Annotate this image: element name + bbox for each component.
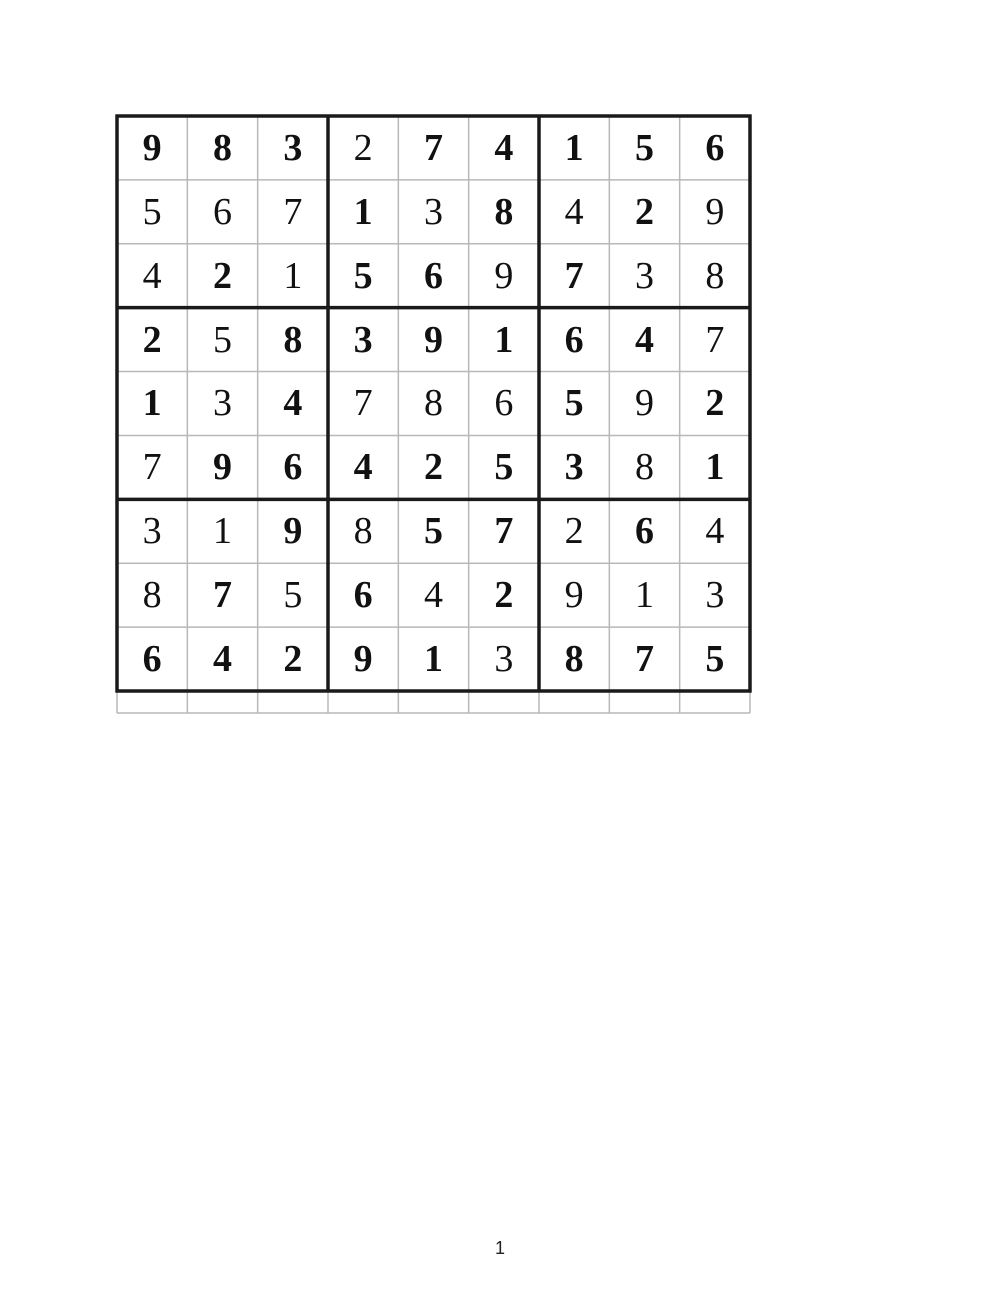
- sudoku-cell[interactable]: 8: [634, 446, 654, 489]
- sudoku-cell[interactable]: 8: [564, 638, 584, 681]
- sudoku-cell[interactable]: 7: [494, 510, 514, 553]
- sudoku-cell[interactable]: 1: [423, 638, 443, 681]
- sudoku-cell[interactable]: 8: [423, 382, 443, 425]
- sudoku-cell[interactable]: 7: [634, 638, 654, 681]
- sudoku-cell[interactable]: 8: [283, 318, 303, 361]
- sudoku-cell[interactable]: 5: [634, 126, 654, 169]
- sudoku-cell[interactable]: 3: [212, 382, 232, 425]
- sudoku-cell[interactable]: 7: [283, 190, 303, 233]
- sudoku-cell[interactable]: 4: [494, 126, 514, 169]
- sudoku-cell[interactable]: 2: [283, 638, 303, 681]
- sudoku-cell[interactable]: 6: [705, 126, 725, 169]
- sudoku-cell[interactable]: 3: [423, 190, 443, 233]
- sudoku-cell[interactable]: 3: [283, 126, 303, 169]
- sudoku-cell[interactable]: 5: [283, 574, 303, 617]
- sudoku-cell[interactable]: 6: [142, 638, 162, 681]
- sudoku-cell[interactable]: 1: [283, 254, 303, 297]
- sudoku-cell[interactable]: 3: [705, 574, 725, 617]
- sudoku-cell[interactable]: 9: [634, 382, 654, 425]
- sudoku-cell[interactable]: 7: [212, 574, 232, 617]
- sudoku-cell[interactable]: 1: [353, 190, 373, 233]
- sudoku-cell[interactable]: 7: [423, 126, 443, 169]
- sudoku-cell[interactable]: 9: [142, 126, 162, 169]
- sudoku-cell[interactable]: 4: [212, 638, 232, 681]
- sudoku-cell[interactable]: 7: [564, 254, 584, 297]
- sudoku-cell[interactable]: 6: [494, 382, 514, 425]
- sudoku-cell[interactable]: 4: [353, 446, 373, 489]
- sudoku-cell[interactable]: 2: [494, 574, 514, 617]
- sudoku-cell[interactable]: 3: [142, 510, 162, 553]
- sudoku-cell[interactable]: 9: [283, 510, 303, 553]
- sudoku-cell[interactable]: 4: [634, 318, 654, 361]
- sudoku-cell[interactable]: 3: [494, 638, 514, 681]
- sudoku-cell[interactable]: 8: [142, 574, 162, 617]
- sudoku-cell[interactable]: 2: [634, 190, 654, 233]
- sudoku-cell[interactable]: 5: [423, 510, 443, 553]
- sudoku-cell[interactable]: 2: [212, 254, 232, 297]
- sudoku-cell[interactable]: 1: [634, 574, 654, 617]
- sudoku-cell[interactable]: 5: [494, 446, 514, 489]
- sudoku-cell[interactable]: 3: [564, 446, 584, 489]
- sudoku-cell[interactable]: 8: [212, 126, 232, 169]
- sudoku-cell[interactable]: 1: [142, 382, 162, 425]
- sudoku-cell[interactable]: 5: [353, 254, 373, 297]
- sudoku-cell[interactable]: 6: [353, 574, 373, 617]
- sudoku-cell[interactable]: 4: [705, 510, 725, 553]
- sudoku-cell[interactable]: 7: [705, 318, 725, 361]
- sudoku-cell[interactable]: 4: [564, 190, 584, 233]
- sudoku-cell[interactable]: 9: [564, 574, 584, 617]
- sudoku-cell[interactable]: 5: [564, 382, 584, 425]
- sudoku-cell[interactable]: 3: [634, 254, 654, 297]
- sudoku-cell[interactable]: 4: [142, 254, 162, 297]
- sudoku-cell[interactable]: 1: [212, 510, 232, 553]
- sudoku-cell[interactable]: 2: [353, 126, 373, 169]
- sudoku-cell[interactable]: 5: [705, 638, 725, 681]
- sudoku-cell[interactable]: 9: [423, 318, 443, 361]
- sudoku-board: [117, 116, 750, 691]
- sudoku-cell[interactable]: 2: [564, 510, 584, 553]
- sudoku-cell[interactable]: 9: [353, 638, 373, 681]
- sudoku-cell[interactable]: 1: [705, 446, 725, 489]
- sudoku-cell[interactable]: 5: [212, 318, 232, 361]
- sudoku-cell[interactable]: 2: [423, 446, 443, 489]
- sudoku-cell[interactable]: 6: [423, 254, 443, 297]
- sudoku-cell[interactable]: 8: [705, 254, 725, 297]
- sudoku-cell[interactable]: 5: [142, 190, 162, 233]
- sudoku-cell[interactable]: 6: [564, 318, 584, 361]
- sudoku-cell[interactable]: 6: [212, 190, 232, 233]
- sudoku-cell[interactable]: 9: [705, 190, 725, 233]
- sudoku-cell[interactable]: 1: [494, 318, 514, 361]
- sudoku-cell[interactable]: 9: [212, 446, 232, 489]
- page-number: 1: [494, 1238, 505, 1258]
- sudoku-cell[interactable]: 3: [353, 318, 373, 361]
- sudoku-cell[interactable]: 6: [634, 510, 654, 553]
- sudoku-cell[interactable]: 8: [494, 190, 514, 233]
- sudoku-cell[interactable]: 7: [353, 382, 373, 425]
- sudoku-cell[interactable]: 9: [494, 254, 514, 297]
- sudoku-cell[interactable]: 4: [283, 382, 303, 425]
- sudoku-cell[interactable]: 2: [142, 318, 162, 361]
- sudoku-cell[interactable]: 2: [705, 382, 725, 425]
- sudoku-cell[interactable]: 1: [564, 126, 584, 169]
- sudoku-cell[interactable]: 7: [142, 446, 162, 489]
- sudoku-cell[interactable]: 8: [353, 510, 373, 553]
- sudoku-cell[interactable]: 6: [283, 446, 303, 489]
- sudoku-cell[interactable]: 4: [423, 574, 443, 617]
